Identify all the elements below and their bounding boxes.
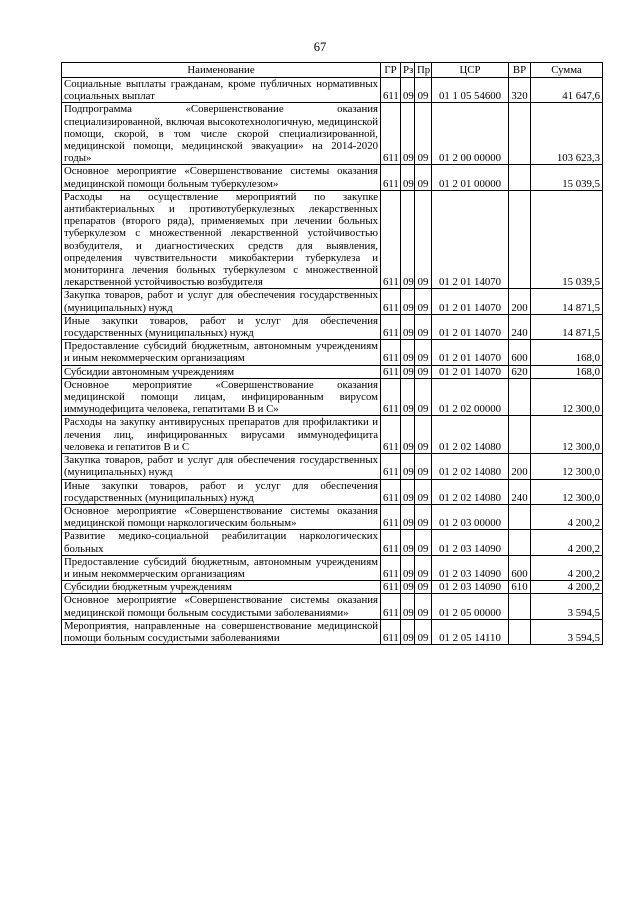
table-row xyxy=(62,378,603,416)
table-row xyxy=(62,416,603,454)
cell-pr: 09 xyxy=(415,378,432,416)
table-row xyxy=(62,479,603,504)
cell-sum: 103 623,3 xyxy=(531,103,603,165)
cell-name: Подпрограмма «Совершенствование оказания специализированной, включая высокотехнологичную, медицинской помощи, скорой, в том числе скорой специализированной, медицинской помощи, медицинской эвакуации» на 2014-2020 годы» xyxy=(62,103,381,165)
cell-gr: 611 xyxy=(381,619,401,644)
cell-sum: 12 300,0 xyxy=(531,454,603,479)
cell-rz: 09 xyxy=(401,555,415,580)
cell-rz: 09 xyxy=(401,340,415,365)
cell-csr: 01 2 01 14070 xyxy=(432,190,509,289)
cell-vr xyxy=(509,504,531,529)
header-rz: Рз xyxy=(401,63,415,78)
cell-vr xyxy=(509,619,531,644)
table-header xyxy=(62,63,603,78)
cell-gr: 611 xyxy=(381,555,401,580)
cell-rz: 09 xyxy=(401,190,415,289)
cell-rz: 09 xyxy=(401,78,415,103)
table-row xyxy=(62,289,603,314)
cell-csr: 01 2 05 14110 xyxy=(432,619,509,644)
table-row xyxy=(62,165,603,190)
cell-sum: 15 039,5 xyxy=(531,190,603,289)
cell-gr: 611 xyxy=(381,340,401,365)
cell-sum: 168,0 xyxy=(531,365,603,378)
cell-name: Развитие медико-социальной реабилитации наркологических больных xyxy=(62,530,381,555)
cell-rz: 09 xyxy=(401,378,415,416)
cell-csr: 01 2 02 14080 xyxy=(432,416,509,454)
cell-vr: 610 xyxy=(509,581,531,594)
cell-gr: 611 xyxy=(381,416,401,454)
cell-gr: 611 xyxy=(381,530,401,555)
cell-sum: 4 200,2 xyxy=(531,555,603,580)
table-row xyxy=(62,594,603,619)
cell-rz: 09 xyxy=(401,581,415,594)
cell-rz: 09 xyxy=(401,479,415,504)
cell-csr: 01 2 02 14080 xyxy=(432,479,509,504)
cell-name: Мероприятия, направленные на совершенствование медицинской помощи больным сосудистыми заболеваниями xyxy=(62,619,381,644)
cell-name: Социальные выплаты гражданам, кроме публичных нормативных социальных выплат xyxy=(62,78,381,103)
table-row xyxy=(62,581,603,594)
cell-vr xyxy=(509,165,531,190)
cell-pr: 09 xyxy=(415,165,432,190)
cell-gr: 611 xyxy=(381,378,401,416)
cell-name: Расходы на осуществление мероприятий по закупке антибактериальных и противотуберкулезных лекарственных препаратов (второго ряда), применяемых при лечении больных туберкулезом с множественной лекарственной устойчивостью возбудителя, и диагностических средств для выявления, определения чувствительности микобактерии туберкулеза и мониторинга лечения больных туберкулезом с множественной лекарственной устойчивостью возбудителя xyxy=(62,190,381,289)
cell-rz: 09 xyxy=(401,289,415,314)
cell-pr: 09 xyxy=(415,365,432,378)
cell-csr: 01 2 02 14080 xyxy=(432,454,509,479)
cell-sum: 15 039,5 xyxy=(531,165,603,190)
cell-gr: 611 xyxy=(381,165,401,190)
cell-csr: 01 2 01 14070 xyxy=(432,289,509,314)
cell-name: Субсидии бюджетным учреждениям xyxy=(62,581,381,594)
page-number: 67 xyxy=(313,40,327,54)
cell-csr: 01 1 05 54600 xyxy=(432,78,509,103)
cell-rz: 09 xyxy=(401,314,415,339)
cell-sum: 168,0 xyxy=(531,340,603,365)
cell-vr xyxy=(509,103,531,165)
cell-vr: 320 xyxy=(509,78,531,103)
cell-sum: 4 200,2 xyxy=(531,530,603,555)
cell-pr: 09 xyxy=(415,594,432,619)
table-row xyxy=(62,555,603,580)
cell-gr: 611 xyxy=(381,479,401,504)
cell-pr: 09 xyxy=(415,504,432,529)
header-row xyxy=(62,63,603,78)
cell-csr: 01 2 01 00000 xyxy=(432,165,509,190)
cell-rz: 09 xyxy=(401,416,415,454)
budget-table xyxy=(61,62,603,645)
cell-sum: 12 300,0 xyxy=(531,416,603,454)
cell-csr: 01 2 01 14070 xyxy=(432,314,509,339)
header-pr: Пр xyxy=(415,63,432,78)
cell-pr: 09 xyxy=(415,454,432,479)
cell-sum: 3 594,5 xyxy=(531,594,603,619)
cell-rz: 09 xyxy=(401,594,415,619)
cell-vr xyxy=(509,530,531,555)
cell-csr: 01 2 03 14090 xyxy=(432,530,509,555)
table-row xyxy=(62,504,603,529)
cell-sum: 14 871,5 xyxy=(531,289,603,314)
cell-csr: 01 2 03 14090 xyxy=(432,581,509,594)
cell-name: Предоставление субсидий бюджетным, автономным учреждениям и иным некоммерческим организациям xyxy=(62,340,381,365)
cell-name: Предоставление субсидий бюджетным, автономным учреждениям и иным некоммерческим организациям xyxy=(62,555,381,580)
cell-rz: 09 xyxy=(401,504,415,529)
cell-csr: 01 2 01 14070 xyxy=(432,340,509,365)
cell-pr: 09 xyxy=(415,479,432,504)
cell-pr: 09 xyxy=(415,555,432,580)
cell-pr: 09 xyxy=(415,289,432,314)
cell-rz: 09 xyxy=(401,530,415,555)
table-row xyxy=(62,365,603,378)
table-row xyxy=(62,78,603,103)
cell-gr: 611 xyxy=(381,314,401,339)
cell-gr: 611 xyxy=(381,190,401,289)
cell-sum: 3 594,5 xyxy=(531,619,603,644)
header-csr: ЦСР xyxy=(432,63,509,78)
cell-name: Закупка товаров, работ и услуг для обеспечения государственных (муниципальных) нужд xyxy=(62,454,381,479)
cell-rz: 09 xyxy=(401,454,415,479)
cell-csr: 01 2 02 00000 xyxy=(432,378,509,416)
cell-pr: 09 xyxy=(415,530,432,555)
cell-gr: 611 xyxy=(381,78,401,103)
cell-csr: 01 2 05 00000 xyxy=(432,594,509,619)
cell-gr: 611 xyxy=(381,581,401,594)
cell-pr: 09 xyxy=(415,314,432,339)
cell-pr: 09 xyxy=(415,78,432,103)
cell-name: Иные закупки товаров, работ и услуг для обеспечения государственных (муниципальных) нужд xyxy=(62,479,381,504)
cell-vr: 600 xyxy=(509,555,531,580)
cell-rz: 09 xyxy=(401,365,415,378)
cell-gr: 611 xyxy=(381,504,401,529)
cell-vr xyxy=(509,378,531,416)
cell-name: Основное мероприятие «Совершенствование системы оказания медицинской помощи наркологическим больным» xyxy=(62,504,381,529)
cell-vr xyxy=(509,416,531,454)
cell-name: Расходы на закупку антивирусных препаратов для профилактики и лечения лиц, инфицированных вирусами иммунодефицита человека и гепатитов В и С xyxy=(62,416,381,454)
cell-sum: 4 200,2 xyxy=(531,504,603,529)
cell-gr: 611 xyxy=(381,103,401,165)
cell-vr: 600 xyxy=(509,340,531,365)
cell-pr: 09 xyxy=(415,619,432,644)
cell-csr: 01 2 03 14090 xyxy=(432,555,509,580)
cell-gr: 611 xyxy=(381,365,401,378)
cell-name: Иные закупки товаров, работ и услуг для обеспечения государственных (муниципальных) нужд xyxy=(62,314,381,339)
cell-vr: 240 xyxy=(509,479,531,504)
cell-csr: 01 2 01 14070 xyxy=(432,365,509,378)
cell-vr xyxy=(509,594,531,619)
cell-name: Основное мероприятие «Совершенствование системы оказания медицинской помощи больным сосудистыми заболеваниями» xyxy=(62,594,381,619)
cell-gr: 611 xyxy=(381,594,401,619)
table-row xyxy=(62,103,603,165)
cell-name: Закупка товаров, работ и услуг для обеспечения государственных (муниципальных) нужд xyxy=(62,289,381,314)
cell-pr: 09 xyxy=(415,416,432,454)
table-row xyxy=(62,530,603,555)
cell-pr: 09 xyxy=(415,103,432,165)
cell-rz: 09 xyxy=(401,619,415,644)
cell-pr: 09 xyxy=(415,190,432,289)
cell-rz: 09 xyxy=(401,103,415,165)
header-sum: Сумма xyxy=(531,63,603,78)
table-row xyxy=(62,340,603,365)
cell-name: Основное мероприятие «Совершенствование оказания медицинской помощи лицам, инфицированным вирусом иммунодефицита человека, гепатитами В и С» xyxy=(62,378,381,416)
cell-vr xyxy=(509,190,531,289)
table-row xyxy=(62,190,603,289)
cell-sum: 12 300,0 xyxy=(531,378,603,416)
cell-vr: 200 xyxy=(509,454,531,479)
cell-rz: 09 xyxy=(401,165,415,190)
header-vr: ВР xyxy=(509,63,531,78)
cell-gr: 611 xyxy=(381,454,401,479)
cell-sum: 14 871,5 xyxy=(531,314,603,339)
cell-sum: 4 200,2 xyxy=(531,581,603,594)
cell-pr: 09 xyxy=(415,581,432,594)
cell-vr: 200 xyxy=(509,289,531,314)
cell-name: Субсидии автономным учреждениям xyxy=(62,365,381,378)
cell-csr: 01 2 03 00000 xyxy=(432,504,509,529)
header-name: Наименование xyxy=(62,63,381,78)
cell-sum: 12 300,0 xyxy=(531,479,603,504)
cell-vr: 240 xyxy=(509,314,531,339)
cell-vr: 620 xyxy=(509,365,531,378)
header-gr: ГР xyxy=(381,63,401,78)
table-row xyxy=(62,619,603,644)
cell-gr: 611 xyxy=(381,289,401,314)
table-row xyxy=(62,314,603,339)
cell-pr: 09 xyxy=(415,340,432,365)
cell-sum: 41 647,6 xyxy=(531,78,603,103)
cell-csr: 01 2 00 00000 xyxy=(432,103,509,165)
table-row xyxy=(62,454,603,479)
cell-name: Основное мероприятие «Совершенствование системы оказания медицинской помощи больным туберкулезом» xyxy=(62,165,381,190)
table-body xyxy=(62,78,603,645)
